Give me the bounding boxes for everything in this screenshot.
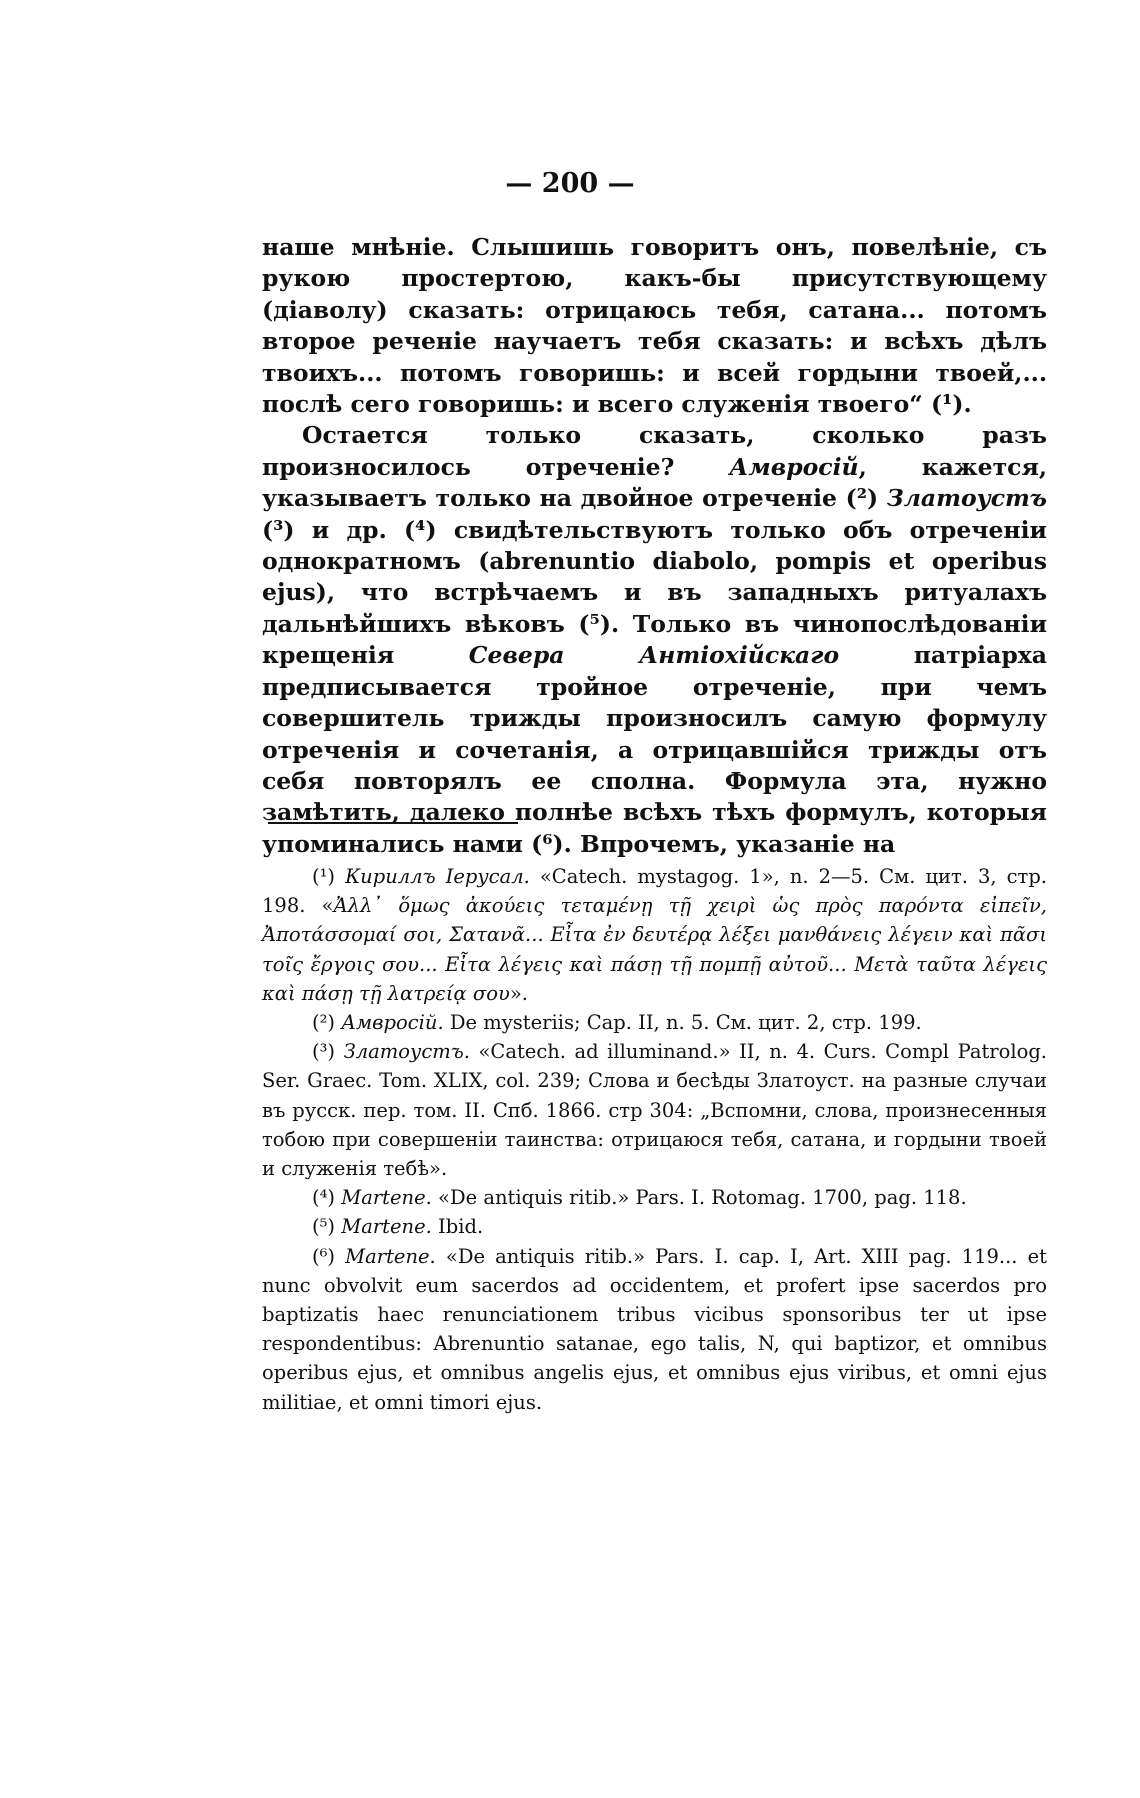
paragraph-2 [262, 420, 1047, 860]
footnote-4 [262, 1183, 1047, 1212]
footnote-2-mark: (²) [312, 1011, 336, 1035]
p2-part-a: Остается только сказать, сколько разъ произносилось отреченіе? [262, 421, 1047, 481]
footnote-4-mark: (⁴) [312, 1186, 336, 1210]
footnote-divider [268, 822, 518, 824]
footnote-1 [262, 862, 1047, 1008]
footnote-5-author: Martene. [341, 1215, 432, 1239]
page-number: — 200 — [505, 168, 635, 199]
footnote-6 [262, 1242, 1047, 1417]
footnote-1-end: ». [509, 981, 528, 1005]
footnote-5-text: Ibid. [431, 1215, 484, 1239]
main-text [262, 232, 1047, 860]
paragraph-1: наше мнѣніе. Слышишь говоритъ онъ, повелѣніе, съ рукою простертою, какъ-бы присутствующему (діаволу) сказать: отрицаюсь тебя, сатана... потомъ второе реченіе научаетъ тебя сказать: и всѣхъ дѣлъ твоихъ... потомъ говоришь: и всей гордыни твоей,... послѣ сего говоришь: и всего служенія твоего“ (¹). [262, 233, 1047, 419]
p2-ambrose: Амвросій [729, 452, 859, 481]
p2-chrysostom: Златоустъ [886, 484, 1047, 513]
p2-part-c: (³) и др. (⁴) свидѣтельствуютъ только объ отреченіи однократномъ (abrenuntio diabolo, pompis et operibus ejus), что встрѣчаемъ и въ западныхъ ритуалахъ дальнѣйшихъ вѣковъ (⁵). Только въ чинопослѣдованіи крещенія [262, 515, 1047, 670]
footnote-6-author: Martene. [345, 1244, 436, 1268]
footnote-2 [262, 1008, 1047, 1037]
footnote-6-mark: (⁶) [312, 1244, 336, 1268]
footnote-4-author: Martene. [341, 1186, 432, 1210]
footnote-1-mark: (¹) [312, 865, 336, 888]
p2-severus: Севера Антіохійскаго [468, 641, 840, 670]
footnote-6-text: «De antiquis ritib.» Pars. I. cap. I, Art. XIII pag. 119... et nunc obvolvit eum sacerdos ad occidentem, et profert ipse sacerdos pro baptizatis haec renunciationem tribus vicibus sponsoribus ter ut ipse respondentibus: Abrenuntio satanae, ego talis, N, qui baptizor, et omnibus operibus ejus, et omnibus angelis ejus, et omnibus ejus viribus, et omni ejus militiae, et omni timori ejus. [262, 1244, 1047, 1414]
footnote-1-author: Кириллъ Іерусал. [345, 865, 530, 888]
p2-part-b: , кажется, указываетъ только на двойное отреченіе (²) [262, 452, 1047, 513]
footnote-3 [262, 1037, 1047, 1183]
footnote-4-text: «De antiquis ritib.» Pars. I. Rotomag. 1700, pag. 118. [431, 1186, 967, 1210]
footnote-5-mark: (⁵) [312, 1215, 336, 1239]
footnote-2-author: Амвросій. [341, 1011, 444, 1035]
footnote-3-text: «Catech. ad illuminand.» II, n. 4. Curs. Compl Patrolog. Ser. Graec. Tom. XLIX, col. 239; Слова и бесѣды Златоуст. на разные случаи въ русск. пер. том. II. Спб. 1866. стр 304: „Вспомни, слова, произнесенныя тобою при совершеніи таинства: отрицаюся тебя, сатана, и гордыни твоей и служенія тебѣ». [262, 1040, 1048, 1181]
footnote-1-greek: Ἀλλ᾽ ὅμως ἀκούεις τεταμένῃ τῇ χειρὶ ὡς πρὸς παρόντα εἰπεῖν, Ἀποτάσσομαί σοι, Σατανᾶ... Εἶτα ἐν δευτέρᾳ λέξει μανθάνεις λέγειν καὶ πᾶσι τοῖς ἔργοις σου... Εἶτα λέγεις καὶ πάσῃ τῇ πομπῇ αὐτοῦ... Μετὰ ταῦτα λέγεις καὶ πάσῃ τῇ λατρείᾳ σου [262, 894, 1048, 1005]
footnotes [262, 862, 1047, 1417]
footnote-1-text: «Catech. mystagog. 1», n. 2—5. См. цит. 3, стр. 198. « [262, 865, 1048, 918]
footnote-3-mark: (³) [312, 1040, 336, 1064]
footnote-2-text: De mysteriis; Cap. II, n. 5. См. цит. 2, стр. 199. [443, 1011, 922, 1035]
p2-part-d: патріарха предписывается тройное отреченіе, при чемъ совершитель трижды произносилъ самую формулу отреченія и сочетанія, а отрицавшійся трижды отъ себя повторялъ ее сполна. Формула эта, нужно замѣтить, далеко полнѣе всѣхъ тѣхъ формулъ, которыя упоминались нами (⁶). Впрочемъ, указаніе на [262, 641, 1047, 858]
footnote-5 [262, 1212, 1047, 1241]
footnote-3-author: Златоустъ. [343, 1040, 470, 1064]
